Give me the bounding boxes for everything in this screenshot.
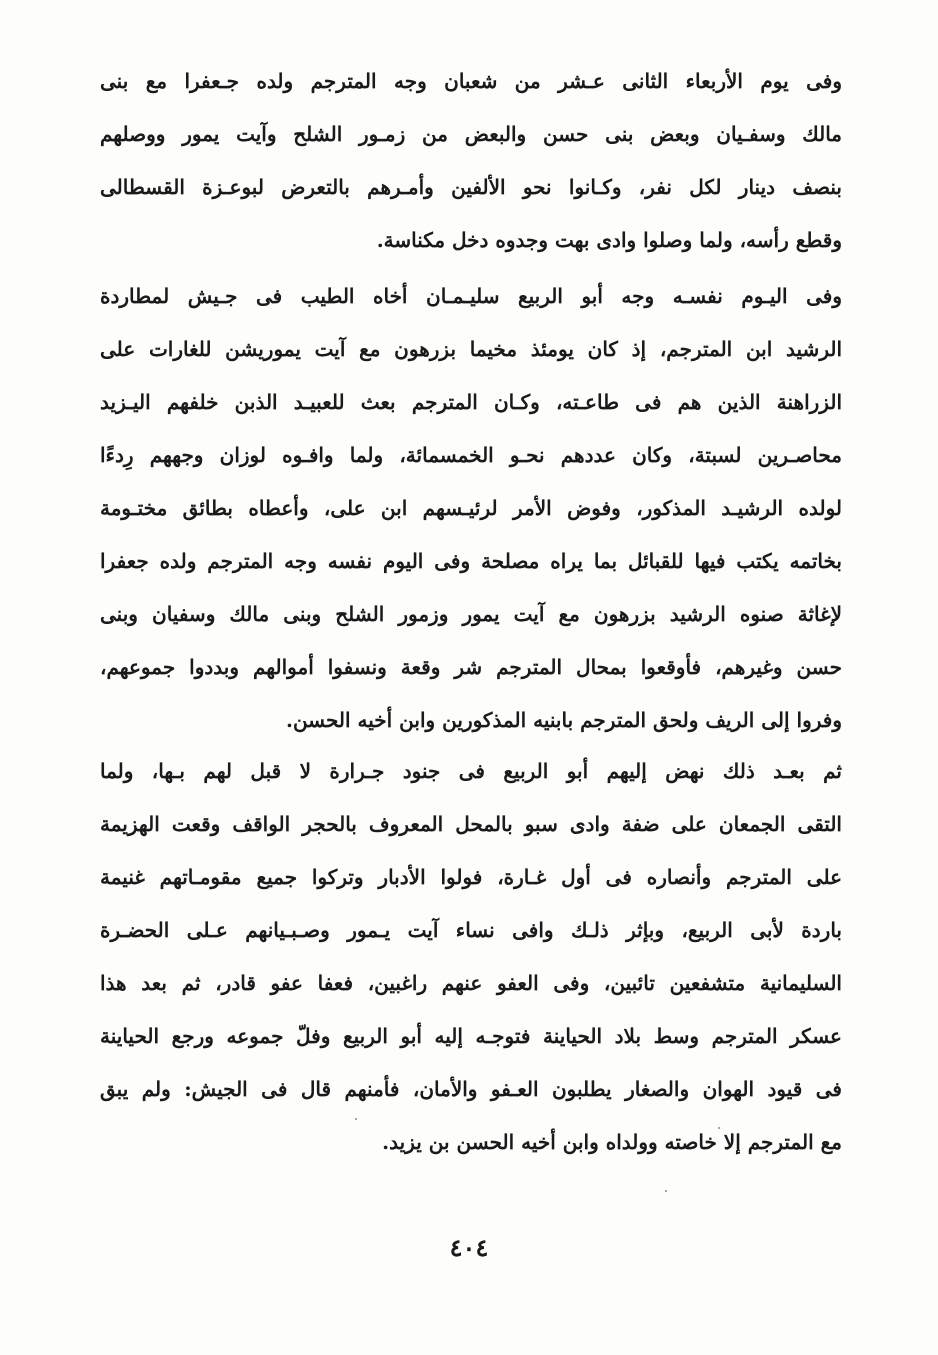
text-line: فى قيود الهوان والصغار يطلبون العـفو والأمان، فأمنهم قال فى الجيش: ولم يبق bbox=[100, 1077, 842, 1101]
text-line: ثم بعـد ذلك نهض إليهم أبو الربيع فى جنود جـرارة لا قبل لهم بـها، ولما bbox=[100, 759, 842, 783]
text-line: باردة لأبى الربيع، وبإثر ذلـك وافى نساء آيت يـمور وصـبـيانهم عـلى الحضـرة bbox=[100, 918, 842, 942]
text-line: حسن وغيرهم، فأوقعوا بمحال المترجم شر وقعة ونسفوا أموالهم وبددوا جموعهم، bbox=[100, 655, 842, 679]
text-line: محاصـرين لسبتة، وكان عددهم نحـو الخمسمائة، ولما وافـوه لوزان وجههم رِدءًا bbox=[100, 443, 842, 467]
scan-speck bbox=[355, 1118, 357, 1120]
page-number: ٤٠٤ bbox=[449, 1233, 489, 1262]
paragraph-3 bbox=[100, 745, 842, 1169]
text-line: التقى الجمعان على ضفة وادى سبو بالمحل المعروف بالحجر الواقف وقعت الهزيمة bbox=[100, 812, 842, 836]
text-line: الرشيد ابن المترجم، إذ كان يومئذ مخيما بزرهون مع آيت يموريشن للغارات على bbox=[100, 337, 842, 361]
text-line: لولده الرشيـد المذكور، وفوض الأمر لرئيـسهم ابن على، وأعطاه بطائق مختـومة bbox=[100, 496, 842, 520]
paragraph-1 bbox=[100, 55, 842, 267]
text-line: بنصف دينار لكل نفر، وكـانوا نحو الألفين وأمـرهم بالتعرض لبوعـزة القسطالى bbox=[100, 175, 842, 199]
text-line: وقطع رأسه، ولما وصلوا وادى بهت وجدوه دخل مكناسة. bbox=[376, 228, 842, 252]
text-line: وفروا إلى الريف ولحق المترجم بابنيه المذكورين وابن أخيه الحسن. bbox=[285, 708, 842, 732]
text-line: لإغاثة صنوه الرشيد بزرهون مع آيت يمور وزمور الشلح وبنى مالك وسفيان وبنى bbox=[100, 602, 842, 626]
paragraph-2 bbox=[100, 270, 842, 747]
text-line: السليمانية متشفعين تائبين، وفى العفو عنهم راغبين، فعفا عفو قادر، ثم بعد هذا bbox=[100, 971, 842, 995]
text-line: مالك وسفـيان وبعض بنى حسن والبعض من زمـور الشلح وآيت يمور ووصلهم bbox=[100, 122, 842, 146]
text-line: الزراهنة الذين هم فى طاعـته، وكـان المترجم بعث للعبيـد الذبن خلفهم اليـزيد bbox=[100, 390, 842, 414]
scan-speck bbox=[665, 1190, 667, 1192]
text-line: على المترجم وأنصاره فى أول غـارة، فولوا الأدبار وتركوا جميع مقومـاتهم غنيمة bbox=[100, 865, 842, 889]
text-line: بخاتمه يكتب فيها للقبائل بما يراه مصلحة وفى اليوم نفسه وجه المترجم ولده جعفرا bbox=[100, 549, 842, 573]
text-line: وفى يوم الأربعاء الثانى عـشر من شعبان وجه المترجم ولده جـعفرا مع بنى bbox=[100, 69, 842, 93]
text-line: مع المترجم إلا خاصته وولداه وابن أخيه الحسن بن يزيد. bbox=[382, 1130, 842, 1154]
scan-speck bbox=[718, 1127, 720, 1129]
text-line: عسكر المترجم وسط بلاد الحياينة فتوجـه إليه أبو الربيع وفلّ جموعه ورجع الحياينة bbox=[100, 1024, 842, 1048]
text-line: وفى اليـوم نفسـه وجه أبو الربيع سليـمـان أخاه الطيب فى جـيش لمطاردة bbox=[100, 284, 842, 308]
